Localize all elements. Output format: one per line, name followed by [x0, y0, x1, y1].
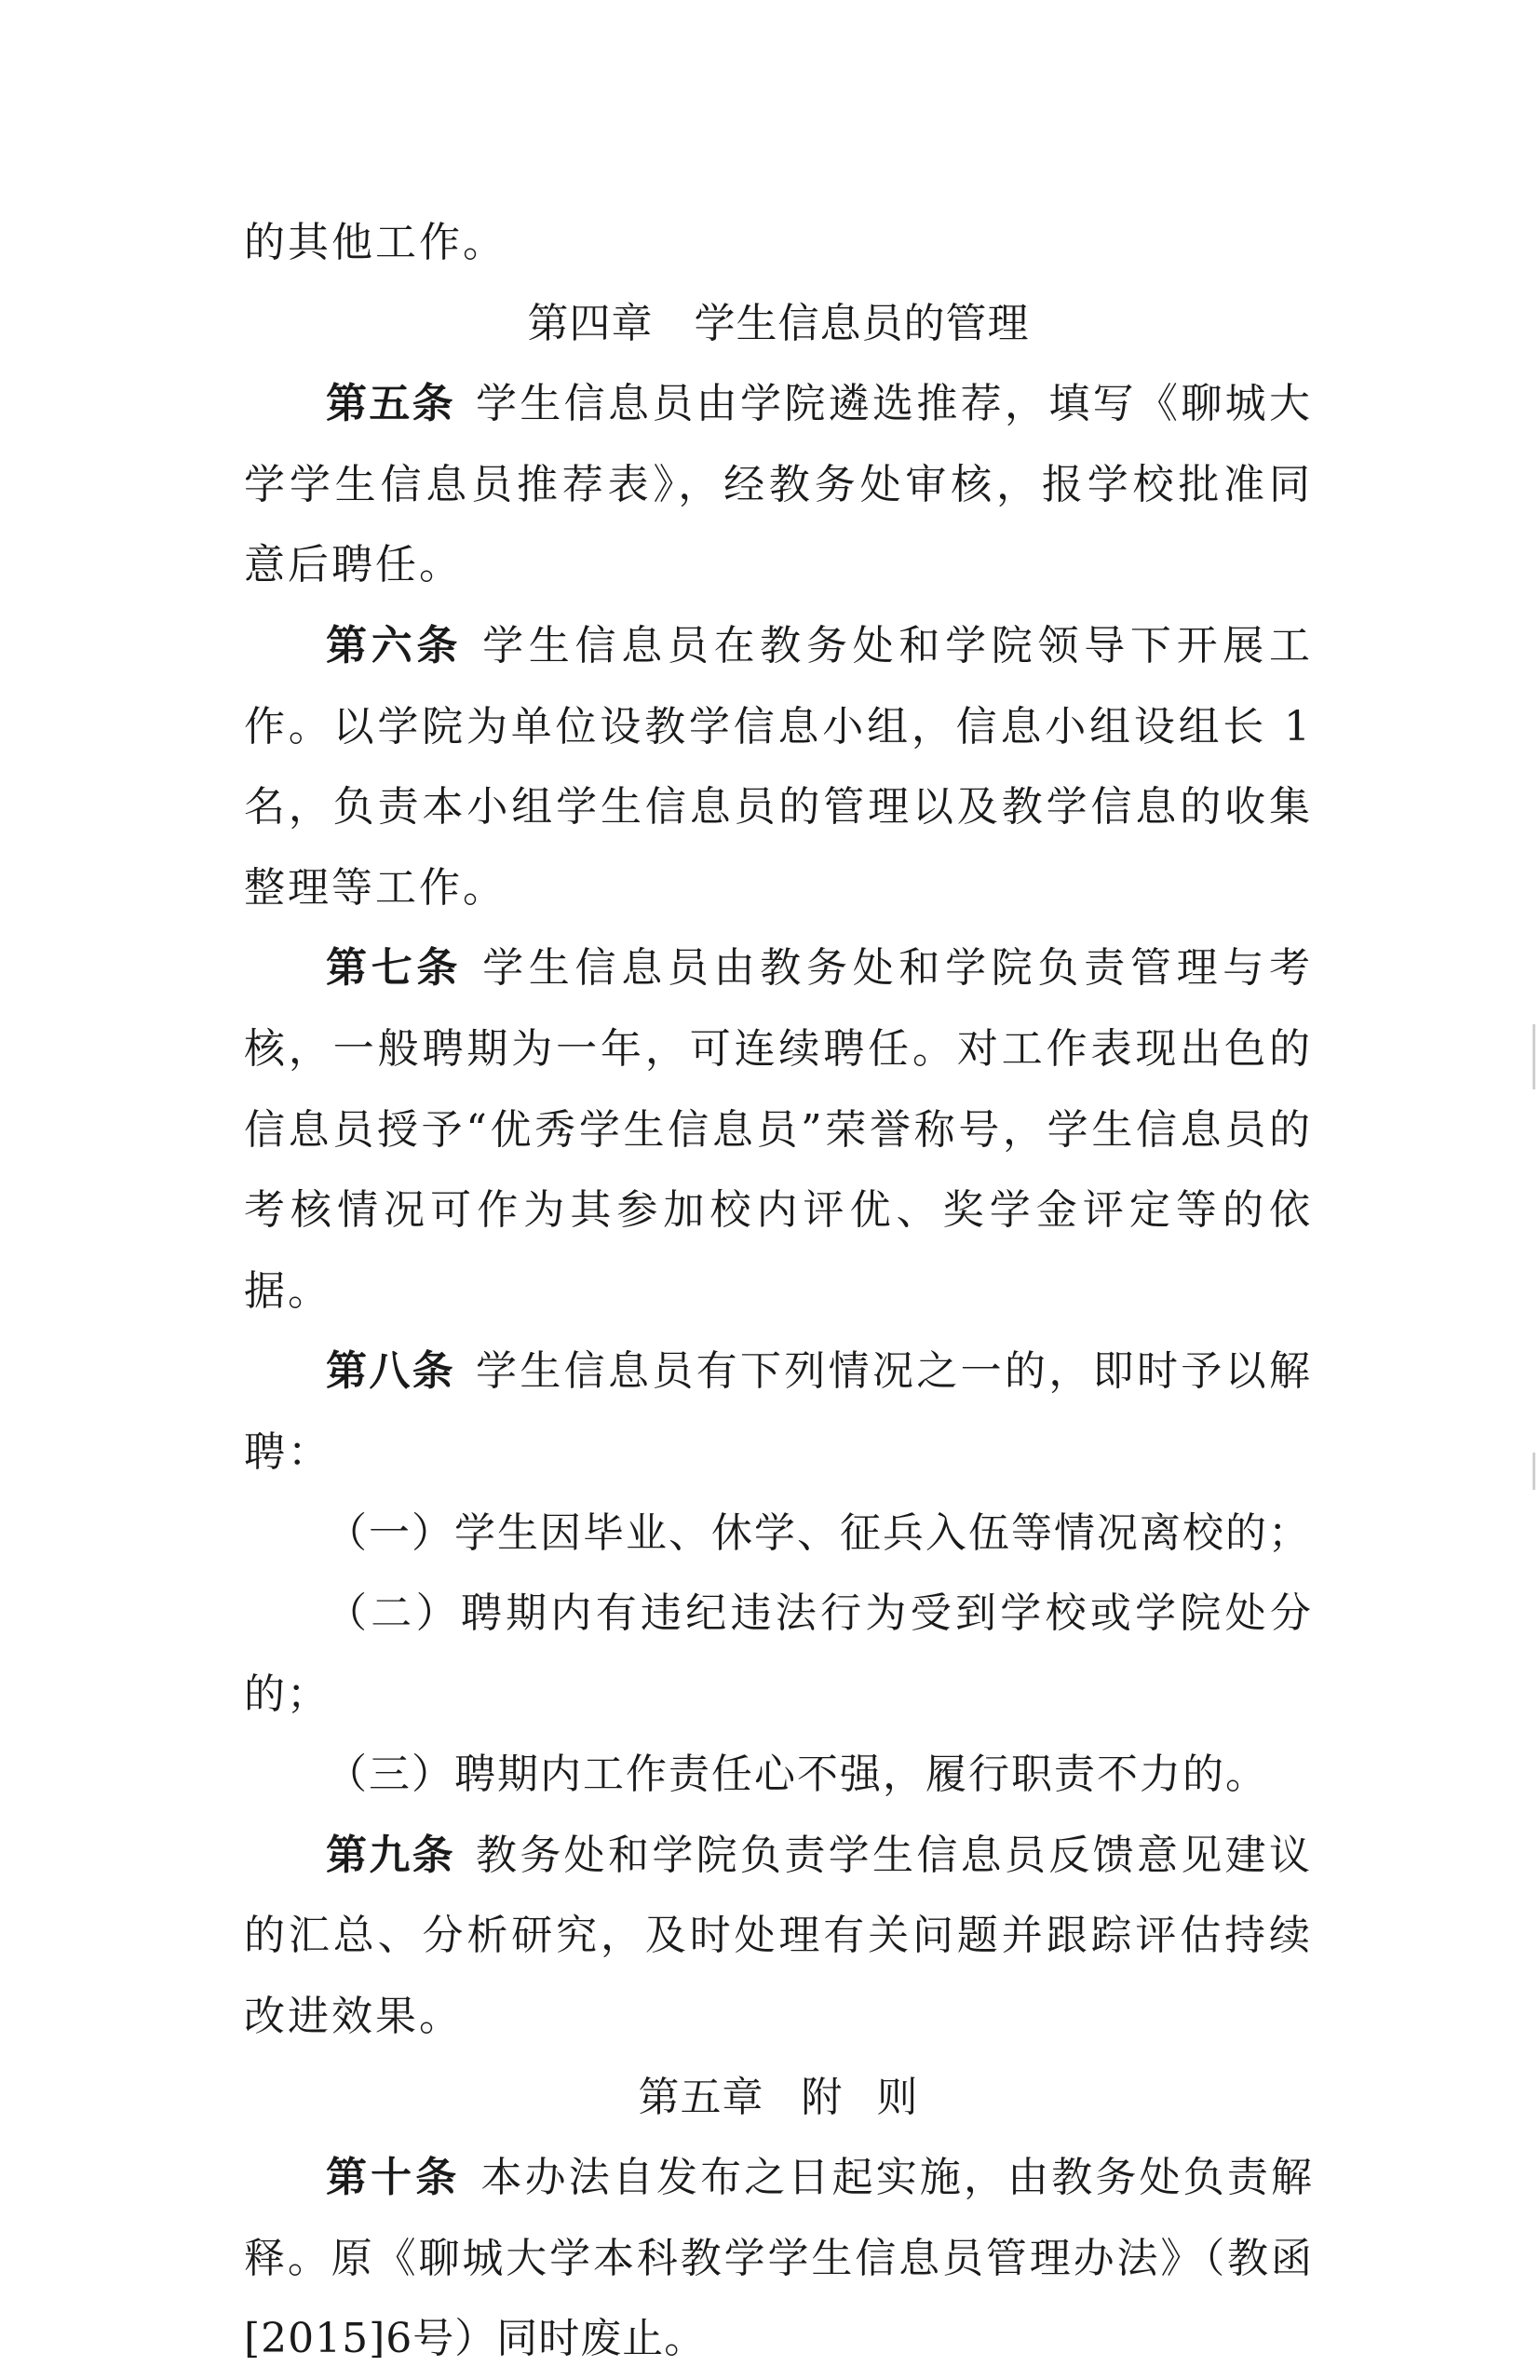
article-9 — [244, 1816, 1313, 2058]
article-7-label: 第七条 — [326, 944, 463, 993]
article-8-item: （三）聘期内工作责任心不强，履行职责不力的。 — [326, 1751, 1268, 1799]
chapter-5-label: 第五章 — [638, 2073, 764, 2121]
chapter-5-heading — [244, 2058, 1313, 2139]
article-7 — [244, 928, 1313, 1332]
scan-edge-mark — [1533, 1453, 1535, 1490]
article-5 — [244, 364, 1313, 606]
document-body — [244, 203, 1313, 2380]
article-5-label: 第五条 — [326, 380, 455, 428]
article-8-item: （一）学生因毕业、休学、征兵入伍等情况离校的； — [326, 1508, 1311, 1557]
article-8-text: 学生信息员有下列情况之一的，即时予以解聘： — [244, 1347, 1313, 1476]
article-8-label: 第八条 — [326, 1347, 455, 1396]
article-6-label: 第六条 — [326, 621, 463, 669]
article-10-label: 第十条 — [326, 2154, 461, 2202]
chapter-4-heading — [244, 284, 1313, 365]
lead-line: 的其他工作。 — [244, 219, 507, 266]
article-9-label: 第九条 — [326, 1831, 455, 1879]
article-10-text: 本办法自发布之日起实施，由教务处负责解释。原《聊城大学本科教学学生信息员管理办法》（教函[2015]6号）同时废止。 — [244, 2154, 1314, 2363]
chapter-5-title-part2: 则 — [876, 2073, 919, 2121]
article-7-text: 学生信息员由教务处和学院负责管理与考核，一般聘期为一年，可连续聘任。对工作表现出色的信息员授予“优秀学生信息员”荣誉称号，学生信息员的考核情况可作为其参加校内评优、奖学金评定等的依据。 — [244, 944, 1314, 1315]
article-8-item: （二）聘期内有违纪违法行为受到学校或学院处分的； — [244, 1589, 1313, 1718]
article-6 — [244, 606, 1313, 928]
article-10 — [244, 2138, 1313, 2380]
chapter-5-title-part1: 附 — [801, 2073, 844, 2121]
chapter-4-title: 学生信息员的管理 — [694, 299, 1030, 347]
scan-edge-mark — [1533, 1024, 1535, 1089]
article-6-text: 学生信息员在教务处和学院领导下开展工作。以学院为单位设教学信息小组，信息小组设组长 1 名，负责本小组学生信息员的管理以及教学信息的收集整理等工作。 — [244, 621, 1314, 912]
article-8 — [244, 1332, 1313, 1493]
chapter-4-label: 第四章 — [527, 299, 654, 347]
article-5-text: 学生信息员由学院遴选推荐，填写《聊城大学学生信息员推荐表》，经教务处审核，报学校批准同意后聘任。 — [244, 380, 1313, 589]
article-9-text: 教务处和学院负责学生信息员反馈意见建议的汇总、分析研究，及时处理有关问题并跟踪评估持续改进效果。 — [244, 1831, 1313, 2041]
